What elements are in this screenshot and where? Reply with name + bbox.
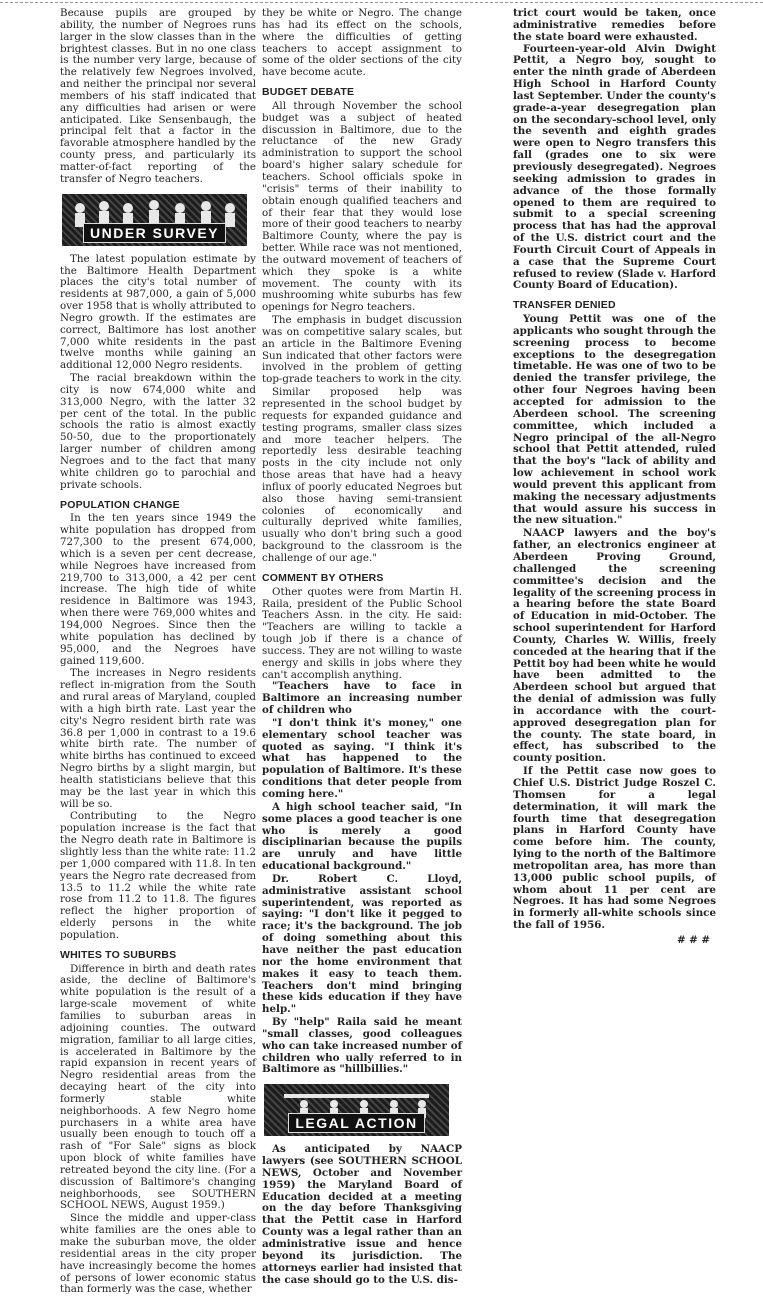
paragraph: A high school teacher said, "In some places a good teacher is one who is merely a good disciplinarian because the pupils are unruly and have little educational background." bbox=[262, 800, 462, 873]
paragraph: they be white or Negro. The change has had its effect on the schools, where the difficulties of getting teachers to accept assignment to some of the older sections of the city have become acute. bbox=[262, 7, 462, 79]
paragraph: The emphasis in budget discussion was on competitive salary scales, but an article in the Baltimore Evening Sun indicated that other factors were involved in the problem of getting top-grade teachers to work in the city. bbox=[262, 314, 462, 386]
col1-survey-text bbox=[60, 254, 256, 492]
paragraph: Difference in birth and death rates aside, the decline of Baltimore's white population is the result of a large-scale movement of white families to suburban areas in adjoining counties. The outward migration, familiar to all large cities, is accelerated in Baltimore by the rapid expansion in recent years of Negro residential areas from the decaying heart of the city into formerly stable white neighborhoods. A few Negro home purchasers in a white area have usually been enough to touch off a rash of "For Sale" signs as block upon block of white families have retreated beyond the city line. (For a discussion of Baltimore's changing neighborhoods, see SOUTHERN SCHOOL NEWS, August 1959.) bbox=[60, 962, 256, 1212]
paragraph: NAACP lawyers and the boy's father, an electronics engineer at Aberdeen Proving Ground, challenged the screening committee's decision and the legality of the screening process in a hearing before the state Board of Education in mid-October. The school superintendent for Harford County, Charles W. Willis, freely conceded at the hearing that if the Pettit boy had been white he would have been admitted to the Aberdeen school but argued that the denial of admission was fully in accordance with the court-approved desegregation plan for the county. The state board, in effect, has subscribed to the county position. bbox=[513, 527, 716, 765]
paragraph: If the Pettit case now goes to Chief U.S. District Judge Roszel C. Thomsen for a legal determination, it will mark the fourth time that desegregation plans in Harford County have come before him. The county, lying to the north of the Baltimore metropolitan area, has more than 13,000 public school pupils, of whom about 11 per cent are Negroes. It has had some Negroes in formerly all-white schools since the fall of 1956. bbox=[513, 765, 716, 932]
under-survey-logo bbox=[62, 194, 247, 246]
legal-action-logo bbox=[264, 1084, 449, 1136]
paragraph: "Teachers have to face in Baltimore an increasing number of children who bbox=[262, 680, 462, 717]
col1-top-text bbox=[60, 8, 256, 186]
paragraph: All through November the school budget was a subject of heated discussion in Baltimore, due to the reluctance of the new Grady administration to support the school board's higher salary schedule for teachers. School officials spoke in "crisis" terms of their inability to obtain enough qualified teachers and of their fear that they would lose more of their good teachers to nearby Baltimore County, where the pay is better. While race was not mentioned, the outward movement of teachers of which they spoke is a white movement. The county with its mushrooming white suburbs has few openings for Negro teachers. bbox=[262, 99, 462, 314]
section-heading: WHITES TO SUBURBS bbox=[60, 948, 177, 961]
col3-transfer-text bbox=[513, 314, 716, 932]
col2-budget-text bbox=[262, 101, 462, 565]
col2-top-text bbox=[262, 8, 462, 79]
col2-comment-text bbox=[262, 587, 462, 682]
paragraph: The increases in Negro residents reflect in-migration from the South and rural areas of Maryland, coupled with a high birth rate. Last year the city's Negro resident birth rate was 36.8 per 1,000 in contrast to a 19.6 white birth rate. The number of white births has continued to exceed Negro births by a slight margin, but health statisticians believe that this may be the last year in which this will be so. bbox=[60, 667, 256, 810]
col2-comment-bold-text bbox=[262, 681, 462, 1076]
paragraph: Similar proposed help was represented in the school budget by requests for expanded guidance and testing programs, smaller class sizes and more teacher helpers. The reportedly less desirable teaching posts in the city include not only those areas that have had a heavy influx of poorly educated Negroes but also those having semi-transient colonies of economically and culturally deprived white families, usually who don't bring such a good background to the classroom is the challenge of our age." bbox=[262, 386, 462, 564]
paragraph: In the ten years since 1949 the white population has dropped from 727,300 to the present 674,000, which is a seven per cent decrease, while Negroes have increased from 219,700 to 313,000, a 42 per cent increase. The high tide of white residence in Baltimore was 1943, when there were 769,000 whites and 194,000 Negroes. Since then the white population has declined by 95,000, and the Negroes have gained 119,600. bbox=[60, 512, 256, 667]
col1-suburbs-text bbox=[60, 964, 256, 1296]
end-mark: # # # bbox=[676, 933, 710, 946]
paragraph: Because pupils are grouped by ability, the number of Negroes runs larger in the slow classes than in the brightest classes. But in no one class is the number very large, because of the relatively few Negroes involved, and neither the principal nor several members of his staff indicated that any difficulties had arisen or were anticipated. Like Sensenbaugh, the principal felt that a factor in the favorable atmosphere handled by the county press, and particularly its matter-of-fact reporting of the transfer of Negro teachers. bbox=[60, 7, 256, 185]
column-2 bbox=[262, 8, 462, 1286]
section-heading: BUDGET DEBATE bbox=[262, 86, 355, 99]
paragraph: Fourteen-year-old Alvin Dwight Pettit, a Negro boy, sought to enter the ninth grade of Aberdeen High School in Harford County last September. Under the county's grade-a-year desegregation plan on the secondary-school level, only the seventh and eighth grades were open to Negro transfers this fall (grades one to six were previously desegregated). Negroes seeking admission to grades in advance of the those formally opened to them are required to submit to a special screening process that has had the approval of the U.S. district court and the Fourth Circuit Court of Appeals in a case that the Supreme Court refused to review (Slade v. Harford County Board of Education). bbox=[513, 42, 716, 292]
paragraph: By "help" Raila said he meant "small classes, good colleagues who can take increased number of children who ually referred to in Baltimore as "hillbillies." bbox=[262, 1016, 462, 1076]
paragraph: Young Pettit was one of the applicants who sought through the screening process to become exceptions to the desegregation timetable. He was one of two to be denied the transfer privilege, the other four Negroes having been accepted for admission to the Aberdeen school. The screening committee, which included a Negro principal of the all-Negro school that Pettit attended, ruled that the boy's "lack of ability and low achievement in school work would prevent this applicant from making the necessary adjustments that would assure his success in the new situation." bbox=[513, 313, 716, 527]
column-1 bbox=[60, 8, 256, 1296]
logo-label: LEGAL ACTION bbox=[288, 1113, 424, 1133]
section-heading: TRANSFER DENIED bbox=[513, 299, 616, 312]
logo-label: UNDER SURVEY bbox=[83, 223, 226, 243]
paragraph: "I don't think it's money," one elementary school teacher was quoted as saying. "I think it's what has happened to the population of Baltimore. It's these conditions that deter people from coming here." bbox=[262, 716, 462, 800]
col3-top-text bbox=[513, 8, 716, 44]
column-3 bbox=[513, 8, 716, 947]
section-heading: COMMENT BY OTHERS bbox=[262, 571, 384, 584]
paragraph: Dr. Robert C. Lloyd, administrative assistant school superintendent, was reported as saying: "I don't like it pegged to race; it's the background. The job of doing something about this have neither the past education nor the home environment that makes it easy to teach them. Teachers don't mind bringing these kids education if they have help." bbox=[262, 872, 462, 1016]
paragraph: The racial breakdown within the city is now 674,000 white and 313,000 Negro, with the latter 32 per cent of the total. In the public schools the ratio is almost exactly 50-50, due to the proportionately larger number of children among Negroes and to the fact that many white children go to parochial and private schools. bbox=[60, 372, 256, 491]
paragraph: The latest population estimate by the Baltimore Health Department places the city's total number of residents at 987,000, a gain of 5,000 over 1958 that is wholly attributed to Negro growth. If the estimates are correct, Baltimore has lost another 7,000 white residents in the past twelve months while gaining an additional 12,000 Negro residents. bbox=[60, 252, 256, 372]
top-cut-line bbox=[0, 2, 763, 3]
col3-pettit-text bbox=[513, 44, 716, 293]
paragraph: Other quotes were from Martin H. Raila, president of the Public School Teachers Assn. in the city. He said: "Teachers are willing to tackle a tough job if there is a chance of success. They are not willing to waste energy and skills in jobs where they can't accomplish anything. bbox=[262, 585, 462, 681]
paragraph: As anticipated by NAACP lawyers (see SOUTHERN SCHOOL NEWS, October and November 1959) the Maryland Board of Education decided at a meeting on the day before Thanksgiving that the Pettit case in Harford County was a legal rather than an administrative issue and hence beyond its jurisdiction. The attorneys earlier had insisted that the case should go to the U.S. dis- bbox=[262, 1143, 462, 1286]
paragraph: Since the middle and upper-class white families are the ones able to make the suburban move, the older residential areas in the city proper have increasingly become the homes of persons of lower economic status than formerly was the case, whether bbox=[60, 1212, 256, 1296]
col2-legal-text bbox=[262, 1144, 462, 1286]
col1-population-text bbox=[60, 513, 256, 941]
paragraph: Contributing to the Negro population increase is the fact that the Negro death rate in Baltimore is slightly less than the white rate: 11.2 per 1,000 compared with 11.8. In ten years the Negro rate decreased from 13.5 to 11.2 while the white rate rose from 11.2 to 11.8. The figures reflect the higher proportion of elderly persons in the white population. bbox=[60, 810, 256, 941]
section-heading: POPULATION CHANGE bbox=[60, 498, 180, 511]
paragraph: trict court would be taken, once administrative remedies before the state board were exhausted. bbox=[513, 7, 716, 43]
